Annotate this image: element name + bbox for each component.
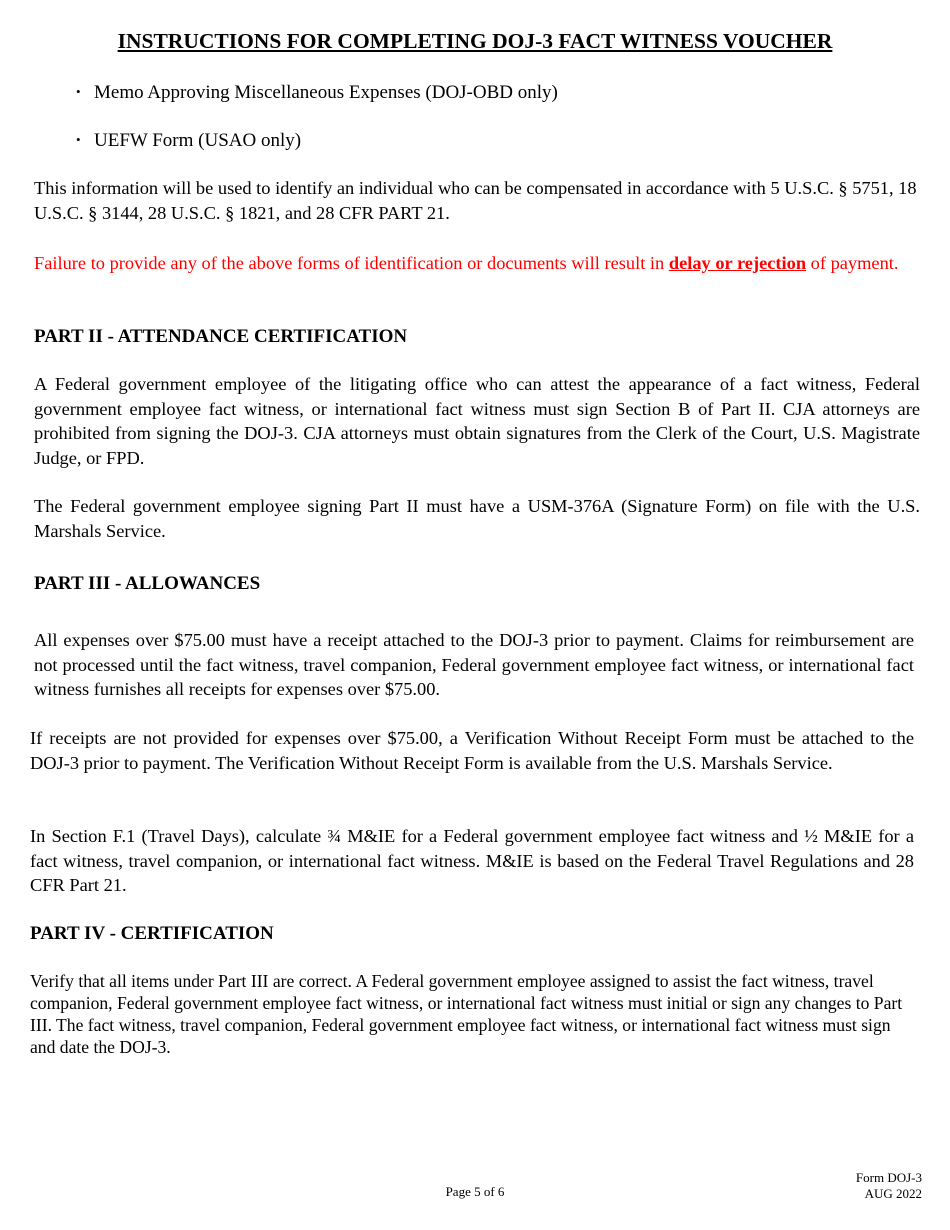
form-date: AUG 2022	[864, 1186, 922, 1201]
warning-paragraph	[34, 251, 920, 276]
part2-paragraph-2: The Federal government employee signing Part II must have a USM-376A (Signature Form) on file with the U.S. Marshals Service.	[34, 496, 920, 541]
list-item-text: UEFW Form (USAO only)	[94, 130, 302, 151]
part2-heading: PART II - ATTENDANCE CERTIFICATION	[34, 326, 408, 347]
part4-paragraph: Verify that all items under Part III are correct. A Federal government employee assigned to assist the fact witness, travel companion, Federal government employee fact witness, or international fact witness must initial or sign any changes to Part III. The fact witness, travel companion, Federal government employee fact witness, or international fact witness must sign and date the DOJ-3.	[30, 971, 903, 1057]
bullet-icon: •	[76, 84, 81, 99]
warning-emphasis: delay or rejection	[668, 253, 807, 273]
warning-text-end: of payment.	[806, 253, 899, 273]
form-number: Form DOJ-3	[855, 1170, 922, 1185]
part3-paragraph-2: If receipts are not provided for expenses over $75.00, a Verification Without Receipt Form must be attached to the DOJ-3 prior to payment. The Verification Without Receipt Form is available from the U.S. Marshals Service.	[30, 728, 914, 773]
page-number: Page 5 of 6	[445, 1184, 505, 1199]
list-item-text: Memo Approving Miscellaneous Expenses (DOJ-OBD only)	[94, 82, 558, 103]
form-id	[856, 1170, 922, 1202]
list-item	[76, 128, 301, 153]
part2-paragraph-1: A Federal government employee of the litigating office who can attest the appearance of a fact witness, Federal government employee fact witness, or international fact witness must sign Section B of Part II. CJA attorneys are prohibited from signing the DOJ-3. CJA attorneys must obtain signatures from the Clerk of the Court, U.S. Magistrate Judge, or FPD.	[34, 374, 920, 468]
part3-heading: PART III - ALLOWANCES	[34, 573, 261, 594]
list-item	[76, 80, 558, 105]
warning-text: Failure to provide any of the above forms of identification or documents will result in	[34, 253, 669, 273]
part3-paragraph-3: In Section F.1 (Travel Days), calculate ¾ M&IE for a Federal government employee fact witness and ½ M&IE for a fact witness, travel companion, or international fact witness. M&IE is based on the Federal Travel Regulations and 28 CFR Part 21.	[30, 826, 914, 895]
bullet-icon: •	[76, 132, 81, 147]
info-paragraph: This information will be used to identify an individual who can be compensated in accordance with 5 U.S.C. § 5751, 18 U.S.C. § 3144, 28 U.S.C. § 1821, and 28 CFR PART 21.	[34, 178, 917, 223]
part3-paragraph-1: All expenses over $75.00 must have a receipt attached to the DOJ-3 prior to payment. Claims for reimbursement are not processed until the fact witness, travel companion, Federal government employee fact witness, or international fact witness furnishes all receipts for expenses over $75.00.	[34, 630, 914, 699]
part4-heading: PART IV - CERTIFICATION	[30, 923, 274, 944]
page-title: INSTRUCTIONS FOR COMPLETING DOJ-3 FACT WITNESS VOUCHER	[117, 29, 833, 53]
